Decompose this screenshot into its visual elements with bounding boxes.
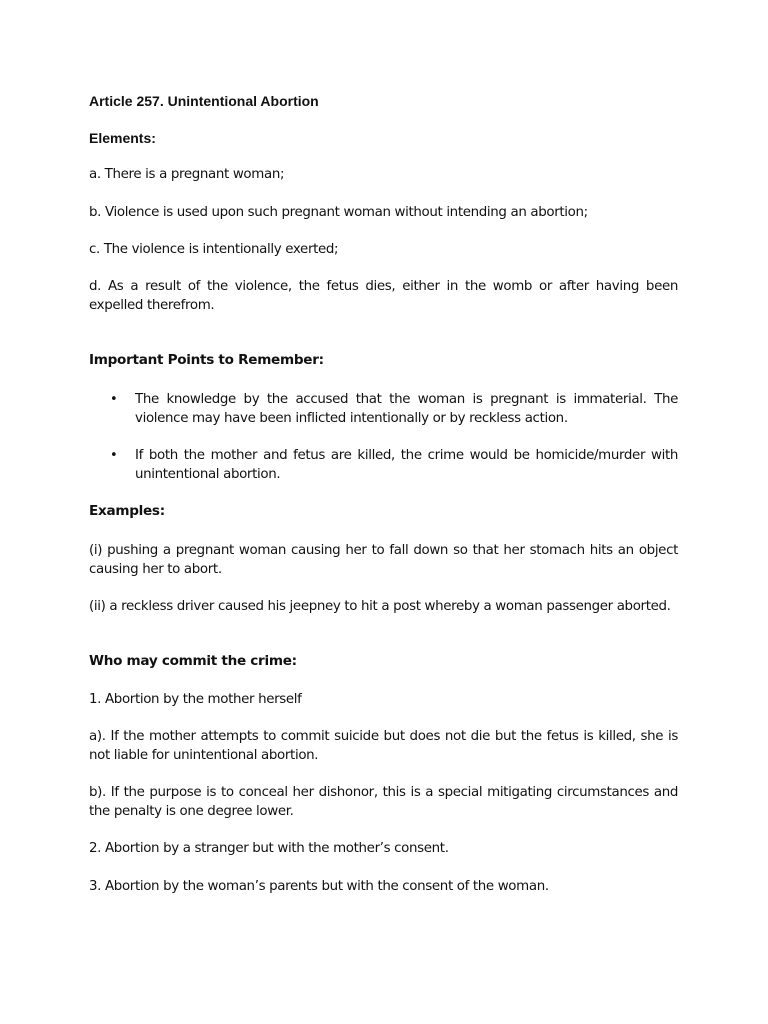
- who-item: 3. Abortion by the woman’s parents but with the consent of the woman.: [89, 879, 549, 894]
- who-item: b). If the purpose is to conceal her dishonor, this is a special mitigating circumstances and the penalty is one degree lower.: [89, 785, 678, 819]
- element-item: d. As a result of the violence, the fetus dies, either in the womb or after having been expelled therefrom.: [89, 279, 678, 313]
- elements-heading: Elements:: [89, 130, 156, 146]
- example-item: (ii) a reckless driver caused his jeepney to hit a post whereby a woman passenger aborted.: [89, 599, 671, 614]
- element-item: c. The violence is intentionally exerted;: [89, 242, 339, 257]
- element-item: a. There is a pregnant woman;: [89, 167, 285, 182]
- who-item: 1. Abortion by the mother herself: [89, 692, 302, 707]
- bullet-icon: •: [110, 448, 118, 463]
- who-item: a). If the mother attempts to commit suicide but does not die but the fetus is killed, she is not liable for unintentional abortion.: [89, 729, 678, 763]
- article-title: Article 257. Unintentional Abortion: [89, 93, 319, 109]
- points-heading: Important Points to Remember:: [89, 352, 324, 368]
- examples-heading: Examples:: [89, 503, 165, 519]
- list-item: [89, 446, 678, 484]
- example-item: (i) pushing a pregnant woman causing her to fall down so that her stomach hits an object causing her to abort.: [89, 543, 678, 577]
- who-heading: Who may commit the crime:: [89, 653, 297, 669]
- who-item: 2. Abortion by a stranger but with the mother’s consent.: [89, 841, 449, 856]
- point-text: If both the mother and fetus are killed, the crime would be homicide/murder with unintentional abortion.: [135, 448, 678, 482]
- list-item: [89, 390, 678, 428]
- point-text: The knowledge by the accused that the woman is pregnant is immaterial. The violence may have been inflicted intentionally or by reckless action.: [135, 392, 678, 426]
- bullet-icon: •: [110, 392, 118, 407]
- element-item: b. Violence is used upon such pregnant woman without intending an abortion;: [89, 205, 588, 220]
- points-list: [89, 390, 678, 484]
